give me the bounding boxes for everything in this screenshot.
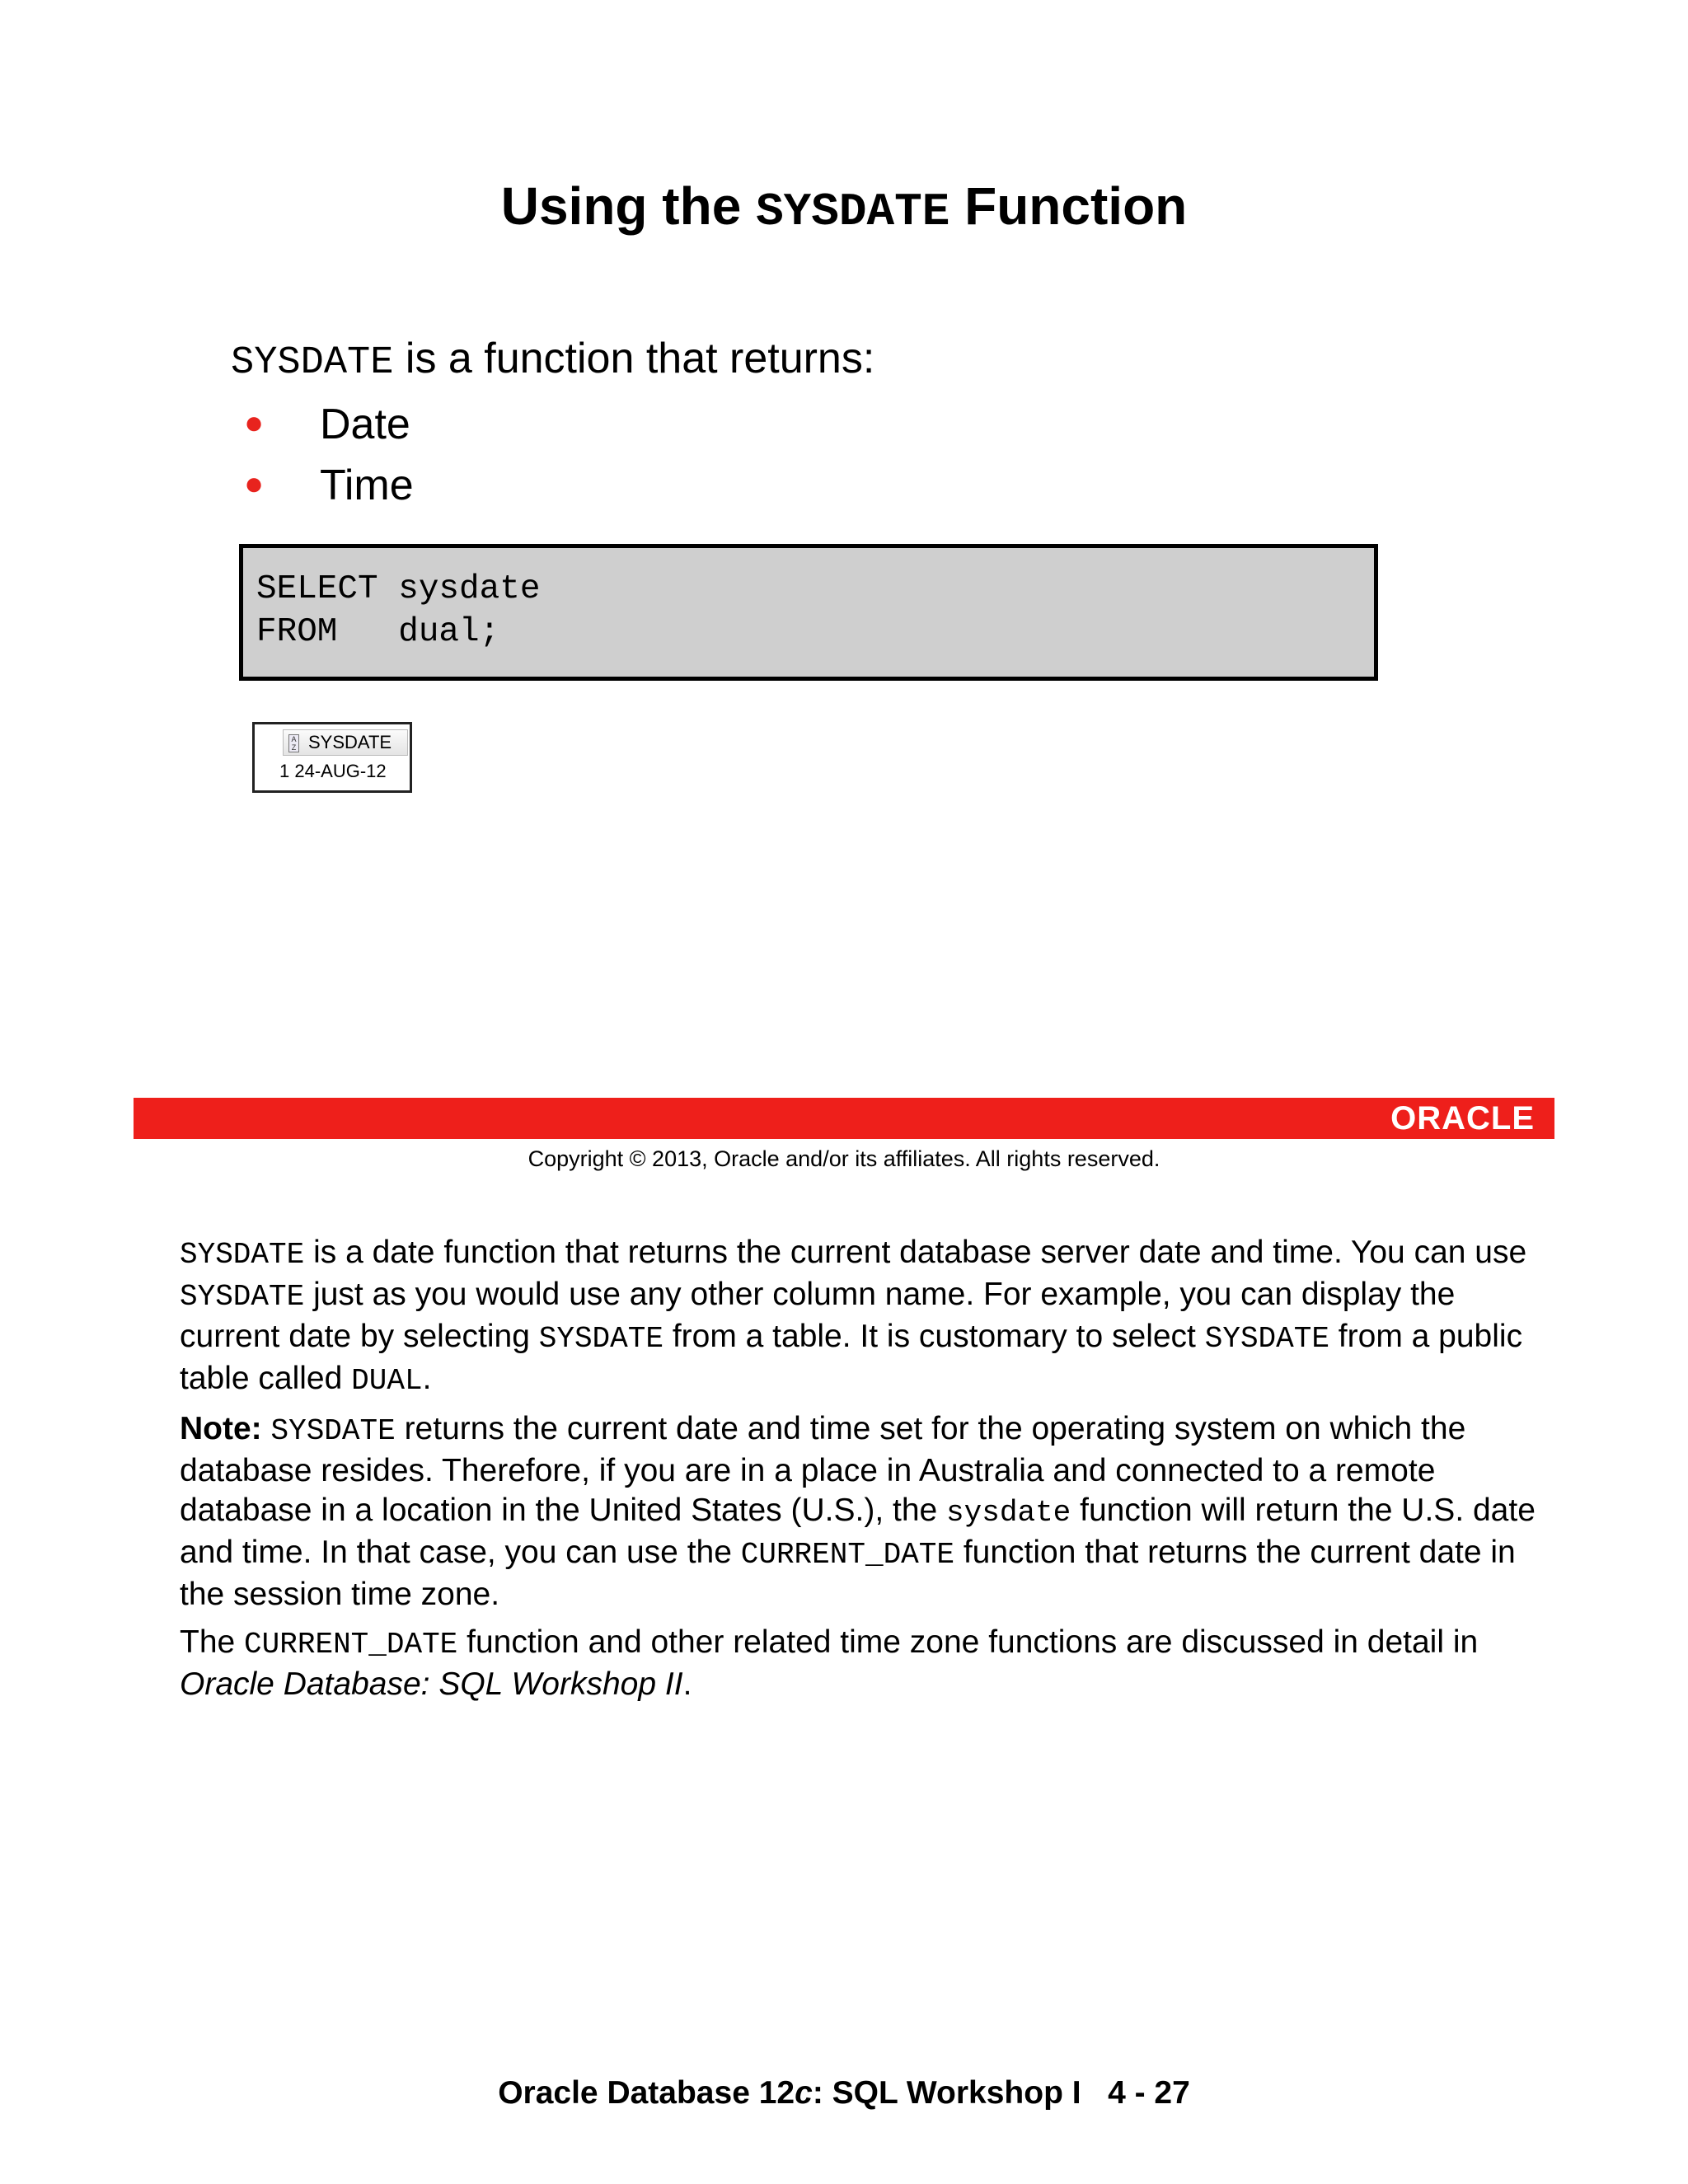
copyright: Copyright © 2013, Oracle and/or its affiliates. All rights reserved. xyxy=(528,1146,1160,1171)
bullet-label: Time xyxy=(320,462,414,509)
page-footer: Oracle Database 12c: SQL Workshop I 4 - 27 xyxy=(498,2075,1190,2111)
bullet-label: Date xyxy=(320,401,410,448)
intro-text: is a function that returns: xyxy=(393,335,875,382)
sort-icon: A Z xyxy=(288,734,299,752)
row-value: 24-AUG-12 xyxy=(294,761,387,781)
row-number: 1 xyxy=(279,761,290,781)
slide-title xyxy=(0,173,1688,245)
bullet-item xyxy=(244,394,410,453)
footer-bar xyxy=(134,1098,1554,1139)
title-code: SYSDATE xyxy=(756,185,950,238)
bullet-dot-icon: ● xyxy=(244,466,265,502)
column-name: SYSDATE xyxy=(308,732,392,752)
notes-paragraph: The CURRENT_DATE function and other related time zone functions are discussed in detail in Oracle Database: SQL Workshop II. xyxy=(180,1624,1479,1702)
book-title: Oracle Database: SQL Workshop II xyxy=(180,1666,683,1702)
note-label: Note: xyxy=(180,1411,262,1446)
title-prefix: Using the xyxy=(500,176,742,236)
bullet-dot-icon: ● xyxy=(244,405,265,441)
sql-code: SELECT sysdate FROM dual; xyxy=(256,570,541,651)
result-row xyxy=(279,759,387,784)
intro-line xyxy=(231,330,874,392)
bullet-item xyxy=(244,455,414,514)
oracle-logo: ORACLE xyxy=(1390,1100,1535,1137)
notes xyxy=(180,1233,1540,1713)
notes-paragraph: SYSDATE is a date function that returns the current database server date and time. You can use SYSDATE just as you would use any other column name. For example, you can display the current date by selecting SYSDATE from a table. It is customary to select SYSDATE from a public table called DUAL. xyxy=(180,1235,1527,1398)
notes-paragraph: Note: SYSDATE returns the current date and time set for the operating system on which the database resides. Therefore, if you are in a place in Australia and connected to a remote database in a location in the United States (U.S.), the sysdate function will return the U.S. date and time. In that case, you can use the CURRENT_DATE function that returns the current date in the session time zone. xyxy=(180,1411,1536,1612)
column-header[interactable] xyxy=(283,729,408,756)
code-box xyxy=(239,544,1378,681)
title-suffix: Function xyxy=(964,176,1188,236)
intro-code: SYSDATE xyxy=(231,341,394,385)
result-grid xyxy=(252,722,412,793)
